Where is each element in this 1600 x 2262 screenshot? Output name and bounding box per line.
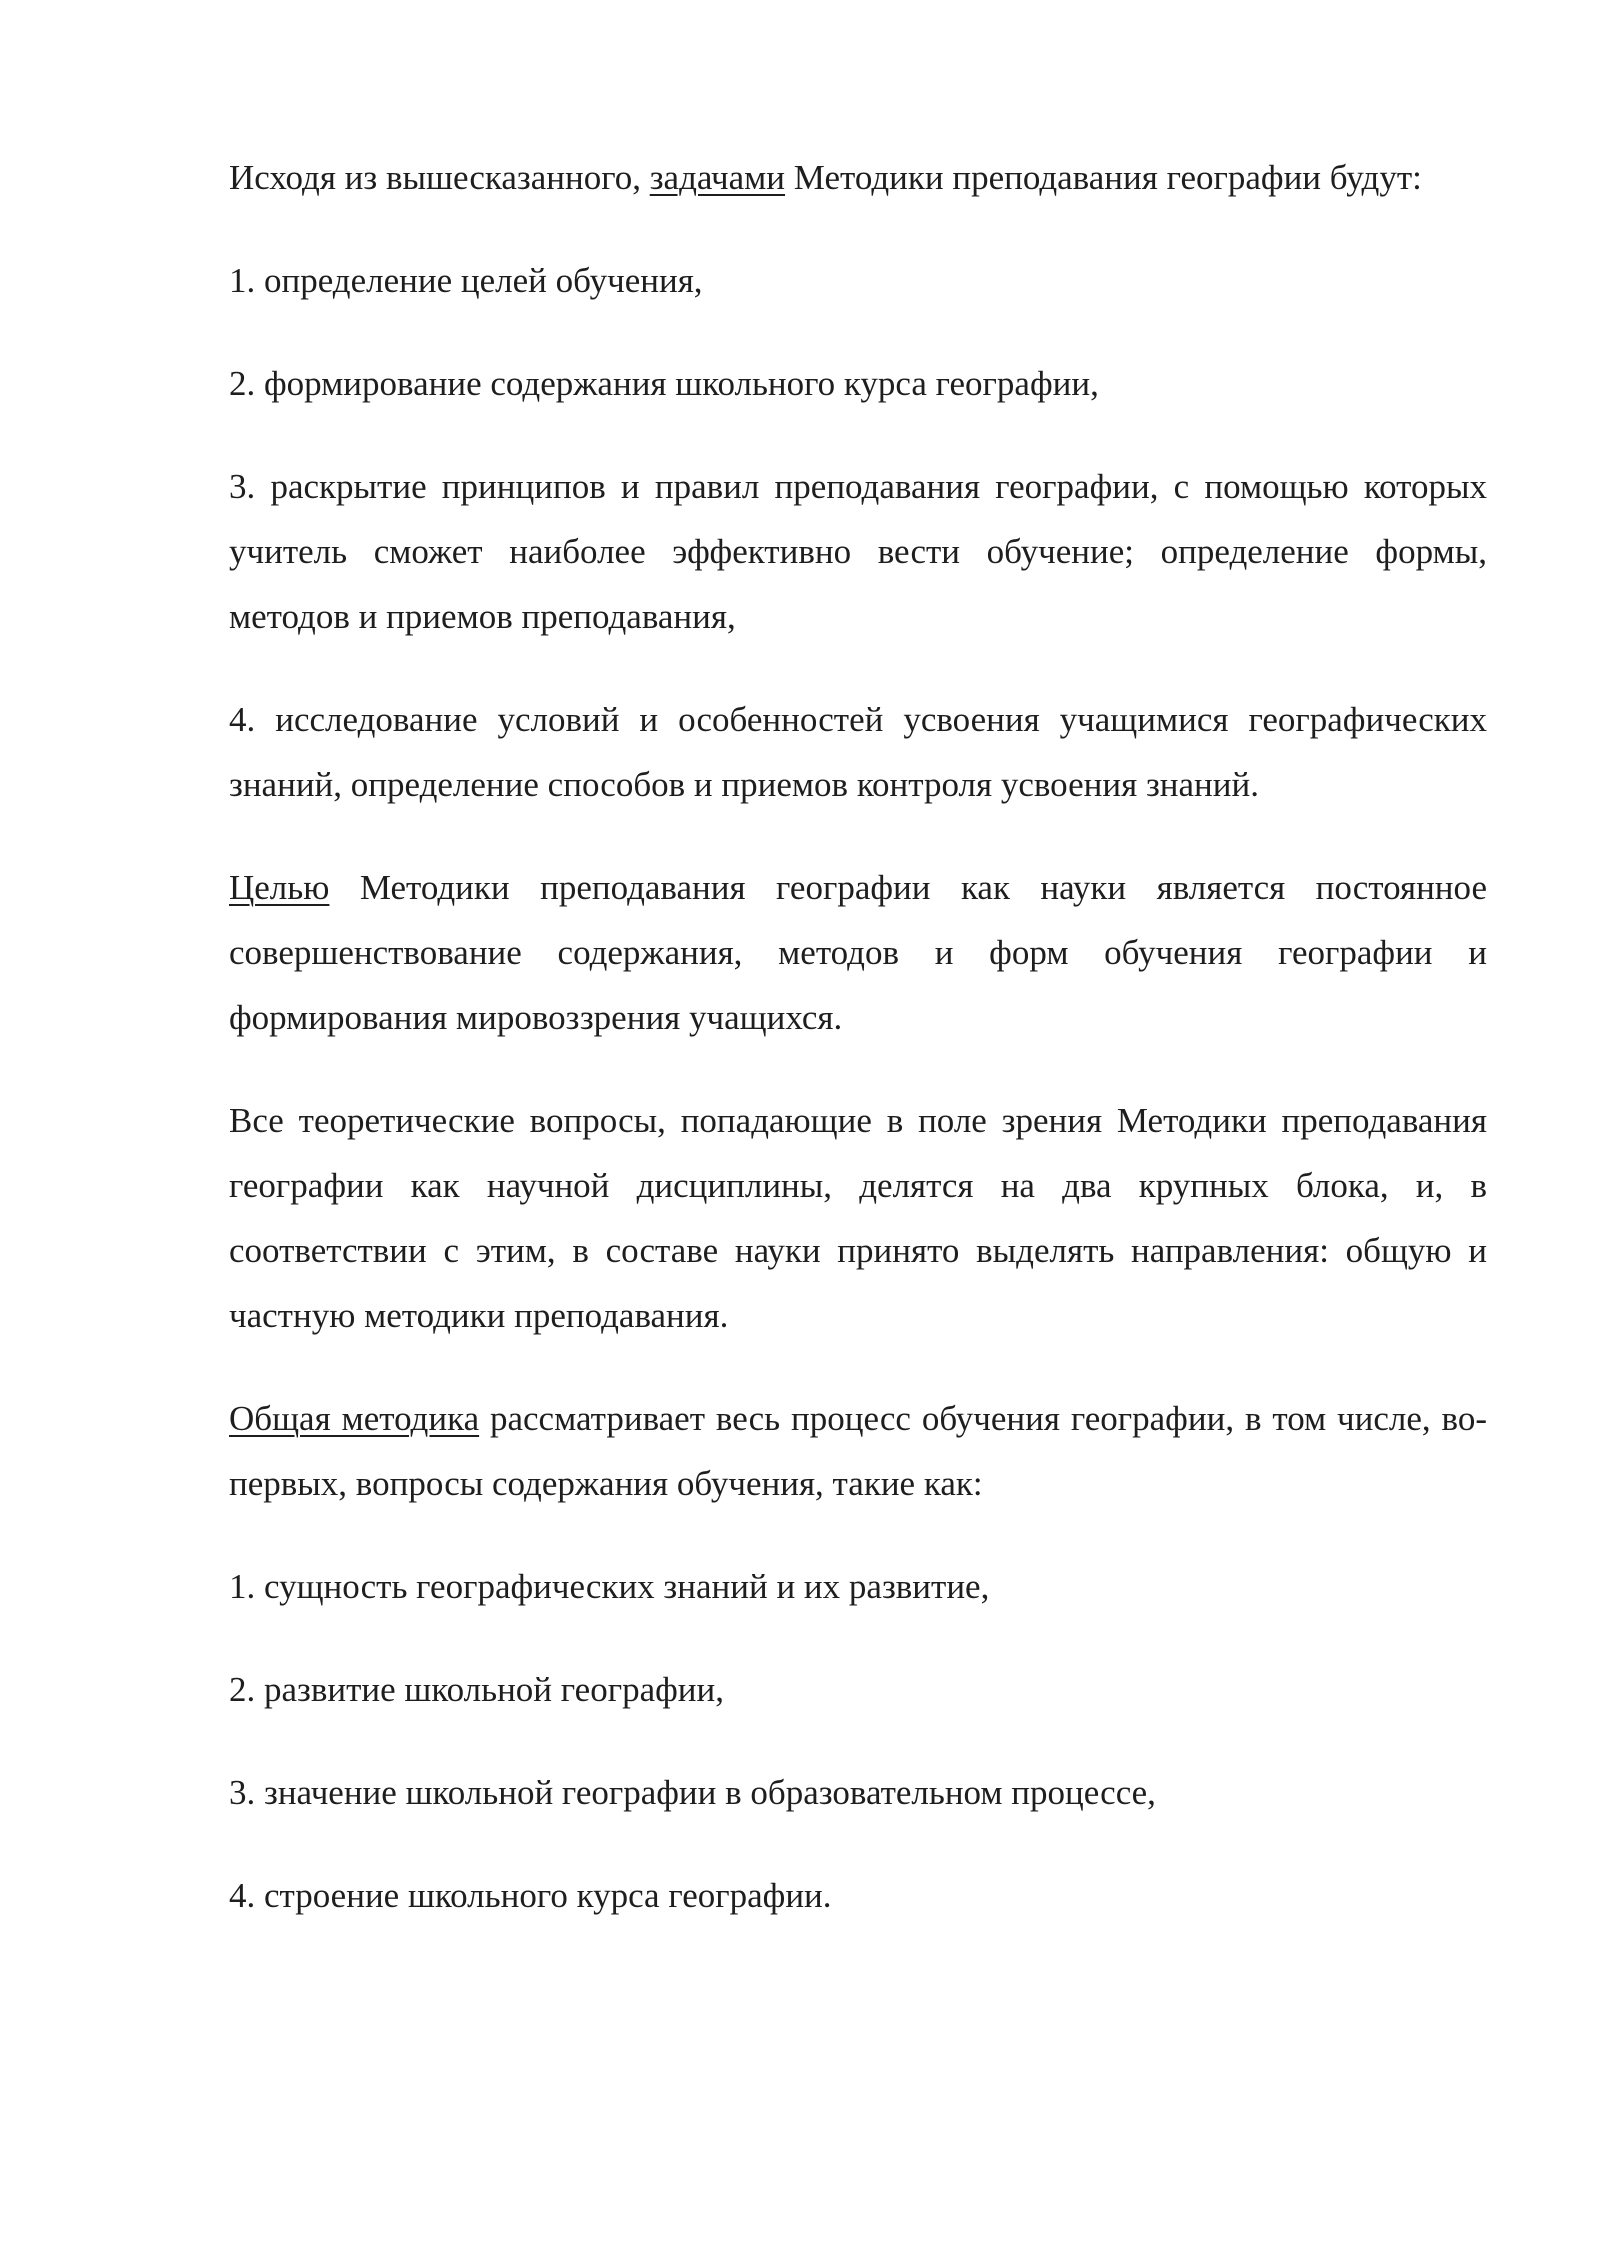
task-item-3: 3. раскрытие принципов и правил преподавания географии, с помощью которых учитель сможет наиболее эффективно вести обучение; определение формы, методов и приемов преподавания, — [229, 467, 1487, 636]
intro-paragraph — [229, 145, 1487, 210]
content-item-1: 1. сущность географических знаний и их развитие, — [229, 1567, 990, 1606]
general-method-paragraph — [229, 1386, 1487, 1516]
content-item-2: 2. развитие школьной географии, — [229, 1670, 724, 1709]
content-item-4: 4. строение школьного курса географии. — [229, 1876, 832, 1915]
task-item-2: 2. формирование содержания школьного курса географии, — [229, 364, 1099, 403]
term-goal: Целью — [229, 868, 330, 907]
intro-lead: Исходя из вышесказанного, — [229, 158, 650, 197]
goal-rest: Методики преподавания географии как науки является постоянное совершенствование содержания, методов и форм обучения географии и формирования мировоззрения учащихся. — [229, 868, 1487, 1037]
content-item-3: 3. значение школьной географии в образовательном процессе, — [229, 1773, 1156, 1812]
goal-paragraph — [229, 855, 1487, 1050]
theory-paragraph: Все теоретические вопросы, попадающие в поле зрения Методики преподавания географии как научной дисциплины, делятся на два крупных блока, и, в соответствии с этим, в составе науки принято выделять направления: общую и частную методики преподавания. — [229, 1101, 1487, 1335]
document-body — [229, 145, 1487, 1966]
term-general-method: Общая методика — [229, 1399, 480, 1438]
general-method-rest: рассматривает весь процесс обучения географии, в том числе, во-первых, вопросы содержания обучения, такие как: — [229, 1399, 1487, 1503]
task-item-1: 1. определение целей обучения, — [229, 261, 703, 300]
intro-rest: Методики преподавания географии будут: — [785, 158, 1422, 197]
task-item-4: 4. исследование условий и особенностей усвоения учащимися географических знаний, определение способов и приемов контроля усвоения знаний. — [229, 700, 1487, 804]
term-tasks: задачами — [649, 158, 786, 197]
